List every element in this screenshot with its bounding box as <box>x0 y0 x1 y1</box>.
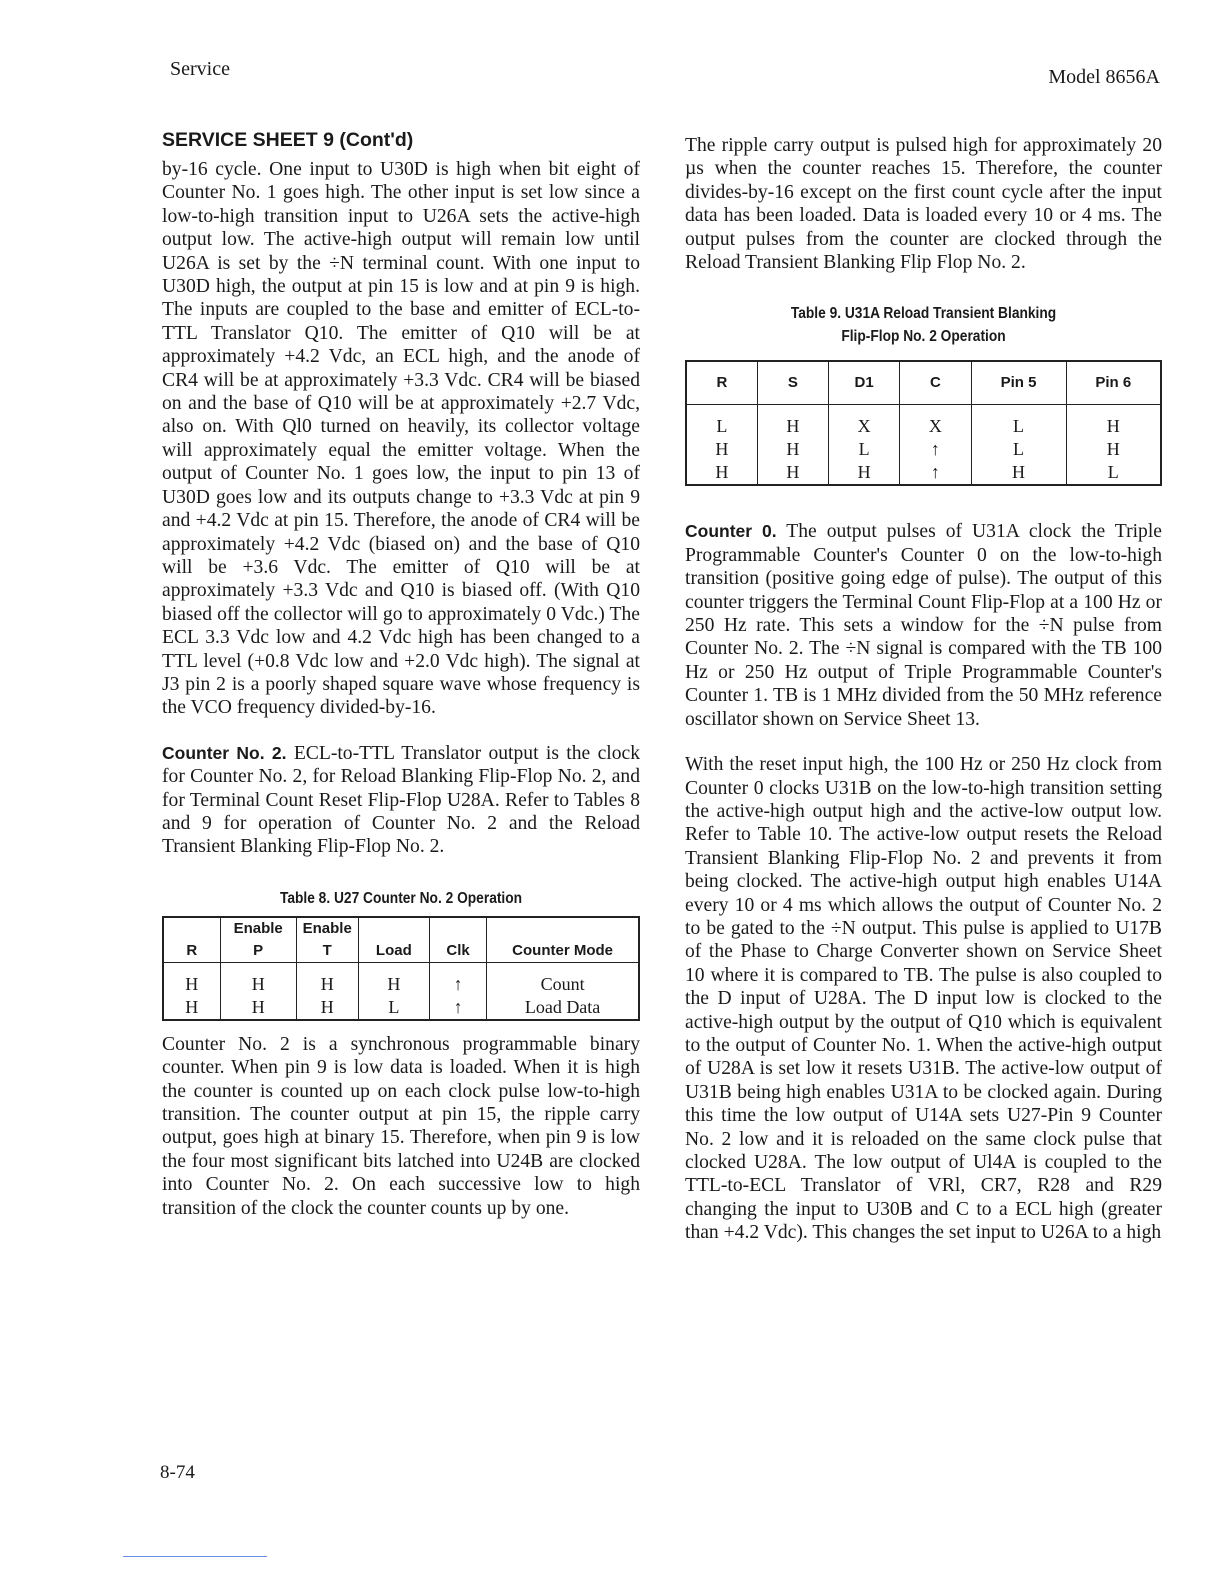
table-8-header: R <box>163 917 220 963</box>
table-9-header: R <box>686 361 757 405</box>
table-8-title: Table 8. U27 Counter No. 2 Operation <box>279 889 523 907</box>
table-9-header: Pin 5 <box>971 361 1066 405</box>
table-9-block <box>685 302 1162 486</box>
page-number: 8-74 <box>160 1462 195 1483</box>
run-in-heading-counter-0: Counter 0. <box>685 521 777 542</box>
table-9 <box>685 360 1162 486</box>
right-paragraph-2 <box>685 520 1162 731</box>
table-8-header: Load <box>358 917 429 963</box>
left-paragraph-1: by-16 cycle. One input to U30D is high when bit eight of Counter No. 1 goes high. The other input is set low since a low-to-high transition input to U26A sets the active-high output low. The active-high output will remain low until U26A is set by the ÷N terminal count. With one input to U30D high, the output at pin 15 is low and at pin 9 is high. The inputs are coupled to the base and emitter of ECL-to-TTL Translator Q10. The emitter of Q10 will be at approximately +4.2 Vdc, an ECL high, and the anode of CR4 will be at approximately +3.3 Vdc. CR4 will be biased on and the base of Q10 will be at approximately +2.7 Vdc, also on. With Ql0 turned on heavily, its collector voltage will approximately equal the emitter voltage. When the output of Counter No. 1 goes low, the input to pin 13 of U30D goes low and its outputs change to +3.3 Vdc at pin 9 and +4.2 Vdc at pin 15. Therefore, the anode of CR4 will be approximately +4.2 Vdc (biased on) and the base of Q10 will be +3.6 Vdc. The emitter of Q10 will be at approximately +3.3 Vdc and Q10 is biased off. (With Q10 biased off the collector will go to approximately 0 Vdc.) The ECL 3.3 Vdc low and 4.2 Vdc high has been changed to a TTL level (+0.8 Vdc low and +2.0 Vdc high). The signal at J3 pin 2 is a poorly shaped square wave whose frequency is the VCO frequency divided-by-16. <box>162 159 640 719</box>
table-9-header: Pin 6 <box>1066 361 1161 405</box>
table-8-header: Clk <box>430 917 487 963</box>
table-8 <box>162 916 640 1021</box>
table-row: H H H L ↑ Load Data <box>163 996 639 1020</box>
left-paragraph-2-body: ECL-to-TTL Translator output is the clock for Counter No. 2, for Reload Blanking Flip-Flop No. 2, and for Terminal Count Reset Flip-Flop U28A. Refer to Tables 8 and 9 for operation of Counter No. 2 and the Reload Transient Blanking Flip-Flop No. 2. <box>162 742 640 858</box>
left-paragraph-2 <box>162 742 640 859</box>
table-8-block <box>162 887 640 1021</box>
left-paragraph-3: Counter No. 2 is a synchronous programmable binary counter. When pin 9 is low data is loaded. When it is high the counter is counted up on each clock pulse low-to-high transition. The counter output at pin 15, the ripple carry output, goes high at binary 15. Therefore, when pin 9 is low the four most significant bits latched into U24B are clocked into Counter No. 2. On each successive low to high transition of the clock the counter counts up by one. <box>162 1033 640 1219</box>
table-9-title-line-2: Flip-Flop No. 2 Operation <box>841 328 1006 346</box>
running-header-model: Model 8656A <box>1048 66 1160 88</box>
table-row: H H H ↑ H L <box>686 461 1161 485</box>
table-row: H H H H ↑ Count <box>163 962 639 996</box>
sheet-title: SERVICE SHEET 9 (Cont'd) <box>162 129 414 151</box>
left-column <box>162 128 640 1220</box>
right-paragraph-2-body: The output pulses of U31A clock the Triple Programmable Counter's Counter 0 on the low-to-high transition (positive going edge of pulse). The output of this counter triggers the Terminal Count Flip-Flop at a 100 Hz or 250 Hz rate. This sets a window for the ÷N pulse from Counter No. 2. The ÷N signal is compared with the TB 100 Hz or 250 Hz output of Triple Programmable Counter's Counter 1. TB is 1 MHz divided from the 50 MHz reference oscillator shown on Service Sheet 13. <box>685 521 1162 730</box>
table-row: L H X X L H <box>686 405 1161 439</box>
right-column <box>685 128 1162 1245</box>
table-8-header: Enable T <box>296 917 358 963</box>
running-header-section: Service <box>170 58 230 80</box>
footer-divider <box>123 1556 267 1557</box>
table-9-header: C <box>900 361 971 405</box>
right-paragraph-3: With the reset input high, the 100 Hz or 250 Hz clock from Counter 0 clocks U31B on the low-to-high transition setting the active-high output high and the active-low output low. Refer to Table 10. The active-low output resets the Reload Transient Blanking Flip-Flop No. 2 and prevents it from being clocked. The active-high output high enables U14A every 10 or 4 ms which allows the output of Counter No. 2 to be gated to the ÷N output. This pulse is applied to U17B of the Phase to Charge Converter shown on Service Sheet 10 where it is compared to TB. The pulse is also coupled to the D input of U28A. The D input low is clocked to the active-high output by the output of Q10 which is equivalent to the output of Counter No. 1. When the active-high output of U28A is set low it resets U31B. The active-low output of U31B being high enables U31A to be clocked again. During this time the low output of U14A sets U27-Pin 9 Counter No. 2 low and it is reloaded on the same clock pulse that clocked U28A. The low output of Ul4A is coupled to the TTL-to-ECL Translator of VRl, CR7, R28 and R29 changing the input to U30B and C to a ECL high (greater than +4.2 Vdc). This changes the set input to U26A to a high <box>685 754 1162 1244</box>
table-row: H H L ↑ L H <box>686 438 1161 461</box>
right-paragraph-1: The ripple carry output is pulsed high for approximately 20 µs when the counter reaches 15. Therefore, the counter divides-by-16 except on the first count cycle after the input data has been loaded. Data is loaded every 10 or 4 ms. The output pulses from the counter are clocked through the Reload Transient Blanking Flip Flop No. 2. <box>685 135 1162 274</box>
table-9-title-line-1: Table 9. U31A Reload Transient Blanking <box>790 305 1057 323</box>
table-9-header: S <box>757 361 828 405</box>
run-in-heading-counter-2: Counter No. 2. <box>162 742 287 763</box>
table-9-header: D1 <box>829 361 900 405</box>
table-8-header: Counter Mode <box>487 917 639 963</box>
table-8-header: Enable P <box>220 917 296 963</box>
